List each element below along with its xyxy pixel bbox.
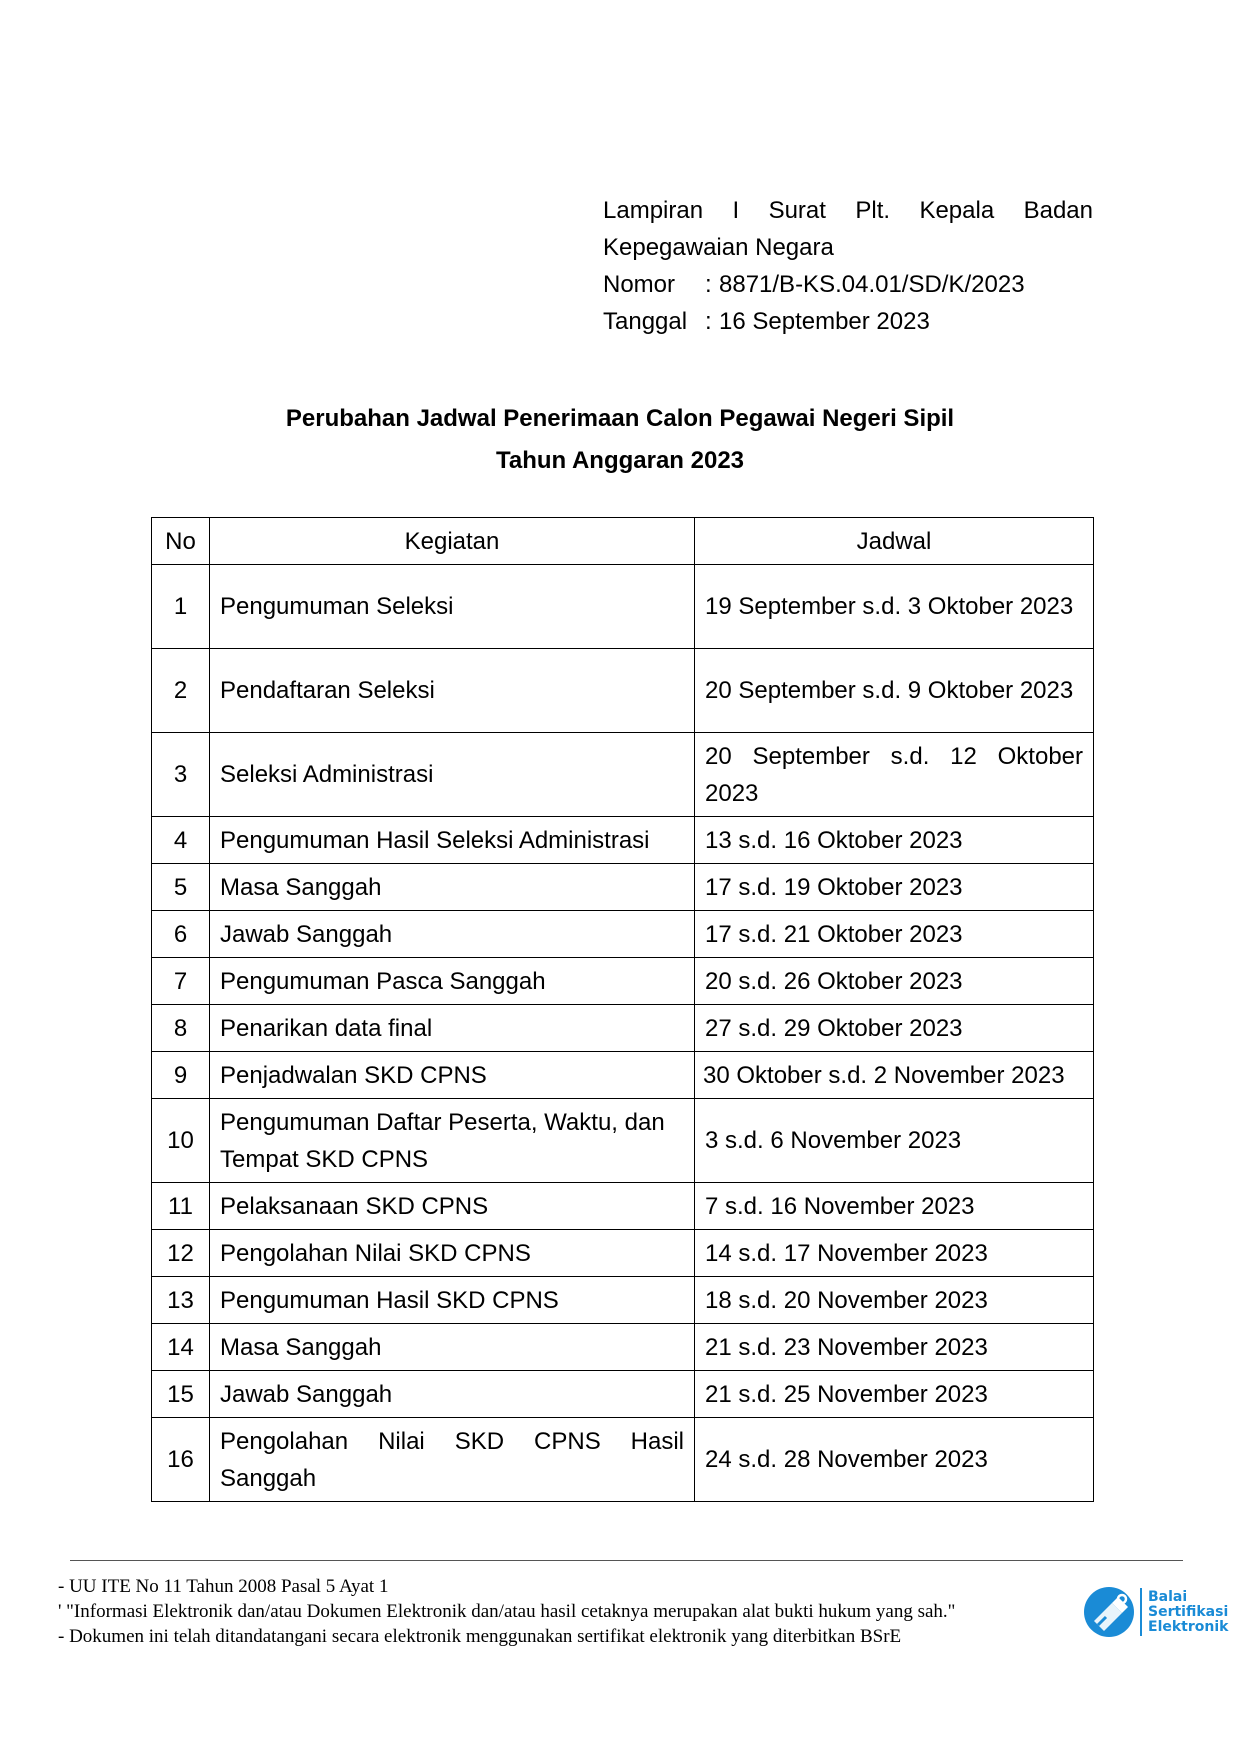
letter-number-label: Nomor — [603, 271, 676, 298]
logo-line-2: Sertifikasi — [1148, 1603, 1229, 1620]
row-number: 3 — [152, 733, 210, 817]
title-line-2: Tahun Anggaran 2023 — [495, 447, 745, 474]
row-number: 15 — [152, 1371, 210, 1418]
activity-cell: Masa Sanggah — [210, 1324, 695, 1371]
schedule-cell: 20 s.d. 26 Oktober 2023 — [695, 958, 1094, 1005]
column-header-schedule: Jadwal — [695, 518, 1094, 565]
column-header-activity: Kegiatan — [210, 518, 695, 565]
row-number: 14 — [152, 1324, 210, 1371]
attachment-header — [603, 192, 1093, 340]
table-row — [152, 649, 1094, 733]
row-number: 7 — [152, 958, 210, 1005]
activity-cell: Jawab Sanggah — [210, 1371, 695, 1418]
table-row — [152, 958, 1094, 1005]
activity-cell: Pengumuman Seleksi — [210, 565, 695, 649]
letter-date-value: 16 September 2023 — [719, 308, 930, 335]
schedule-cell: 19 September s.d. 3 Oktober 2023 — [695, 565, 1094, 649]
bsre-emblem-icon — [1082, 1585, 1136, 1639]
activity-cell: Pendaftaran Seleksi — [210, 649, 695, 733]
title-line-1: Perubahan Jadwal Penerimaan Calon Pegawai Negeri Sipil — [285, 405, 955, 432]
letter-number-row — [603, 266, 1093, 303]
row-number: 8 — [152, 1005, 210, 1052]
schedule-cell: 14 s.d. 17 November 2023 — [695, 1230, 1094, 1277]
logo-line-3: Elektronik — [1148, 1618, 1229, 1635]
activity-cell: Penjadwalan SKD CPNS — [210, 1052, 695, 1099]
table-row — [152, 1418, 1094, 1502]
schedule-cell: 21 s.d. 23 November 2023 — [695, 1324, 1094, 1371]
schedule-table — [151, 517, 1094, 1502]
schedule-cell: 18 s.d. 20 November 2023 — [695, 1277, 1094, 1324]
activity-cell: Pelaksanaan SKD CPNS — [210, 1183, 695, 1230]
row-number: 9 — [152, 1052, 210, 1099]
footer-notes — [58, 1574, 1058, 1649]
activity-cell: Pengumuman Hasil SKD CPNS — [210, 1277, 695, 1324]
table-row — [152, 1099, 1094, 1183]
activity-cell: Seleksi Administrasi — [210, 733, 695, 817]
bsre-logo — [1082, 1582, 1232, 1642]
letter-date-row — [603, 303, 1093, 340]
footer-divider — [70, 1560, 1183, 1561]
separator: : — [705, 308, 712, 335]
schedule-cell: 30 Oktober s.d. 2 November 2023 — [695, 1052, 1094, 1099]
row-number: 4 — [152, 817, 210, 864]
table-row — [152, 911, 1094, 958]
footer-note: - UU ITE No 11 Tahun 2008 Pasal 5 Ayat 1 — [58, 1576, 389, 1597]
activity-cell: Pengumuman Pasca Sanggah — [210, 958, 695, 1005]
table-row — [152, 1052, 1094, 1099]
row-number: 10 — [152, 1099, 210, 1183]
schedule-cell: 20 September s.d. 9 Oktober 2023 — [695, 649, 1094, 733]
table-header-row — [152, 518, 1094, 565]
row-number: 12 — [152, 1230, 210, 1277]
letter-date-label: Tanggal — [603, 308, 688, 335]
schedule-cell: 13 s.d. 16 Oktober 2023 — [695, 817, 1094, 864]
table-row — [152, 733, 1094, 817]
agency-line: Kepegawaian Negara — [603, 234, 834, 261]
row-number: 11 — [152, 1183, 210, 1230]
row-number: 5 — [152, 864, 210, 911]
schedule-cell: 7 s.d. 16 November 2023 — [695, 1183, 1094, 1230]
table-row — [152, 1005, 1094, 1052]
activity-cell: Pengumuman Hasil Seleksi Administrasi — [210, 817, 695, 864]
column-header-no: No — [152, 518, 210, 565]
bsre-logo-text — [1148, 1590, 1228, 1635]
schedule-cell: 20 September s.d. 12 Oktober 2023 — [695, 733, 1094, 817]
activity-cell: Pengumuman Daftar Peserta, Waktu, dan Tempat SKD CPNS — [210, 1099, 695, 1183]
table-row — [152, 1324, 1094, 1371]
activity-cell: Pengolahan Nilai SKD CPNS Hasil Sanggah — [210, 1418, 695, 1502]
footer-note: - Dokumen ini telah ditandatangani secara elektronik menggunakan sertifikat elektronik yang diterbitkan BSrE — [58, 1626, 902, 1647]
footer-note: ' "Informasi Elektronik dan/atau Dokumen Elektronik dan/atau hasil cetaknya merupakan alat bukti hukum yang sah." — [58, 1601, 956, 1622]
schedule-cell: 3 s.d. 6 November 2023 — [695, 1099, 1094, 1183]
schedule-cell: 21 s.d. 25 November 2023 — [695, 1371, 1094, 1418]
logo-line-1: Balai — [1148, 1588, 1188, 1605]
row-number: 16 — [152, 1418, 210, 1502]
schedule-cell: 24 s.d. 28 November 2023 — [695, 1418, 1094, 1502]
activity-cell: Masa Sanggah — [210, 864, 695, 911]
table-row — [152, 1230, 1094, 1277]
letter-number-value: 8871/B-KS.04.01/SD/K/2023 — [719, 271, 1025, 298]
document-title — [140, 398, 1100, 482]
row-number: 13 — [152, 1277, 210, 1324]
table-row — [152, 817, 1094, 864]
row-number: 1 — [152, 565, 210, 649]
separator: : — [705, 271, 712, 298]
activity-cell: Penarikan data final — [210, 1005, 695, 1052]
row-number: 2 — [152, 649, 210, 733]
activity-cell: Pengolahan Nilai SKD CPNS — [210, 1230, 695, 1277]
table-row — [152, 565, 1094, 649]
schedule-cell: 17 s.d. 19 Oktober 2023 — [695, 864, 1094, 911]
table-row — [152, 864, 1094, 911]
logo-divider — [1140, 1588, 1142, 1636]
attachment-line: Lampiran I Surat Plt. Kepala Badan — [603, 197, 1093, 224]
schedule-cell: 17 s.d. 21 Oktober 2023 — [695, 911, 1094, 958]
table-row — [152, 1277, 1094, 1324]
table-row — [152, 1371, 1094, 1418]
schedule-cell: 27 s.d. 29 Oktober 2023 — [695, 1005, 1094, 1052]
row-number: 6 — [152, 911, 210, 958]
activity-cell: Jawab Sanggah — [210, 911, 695, 958]
table-row — [152, 1183, 1094, 1230]
